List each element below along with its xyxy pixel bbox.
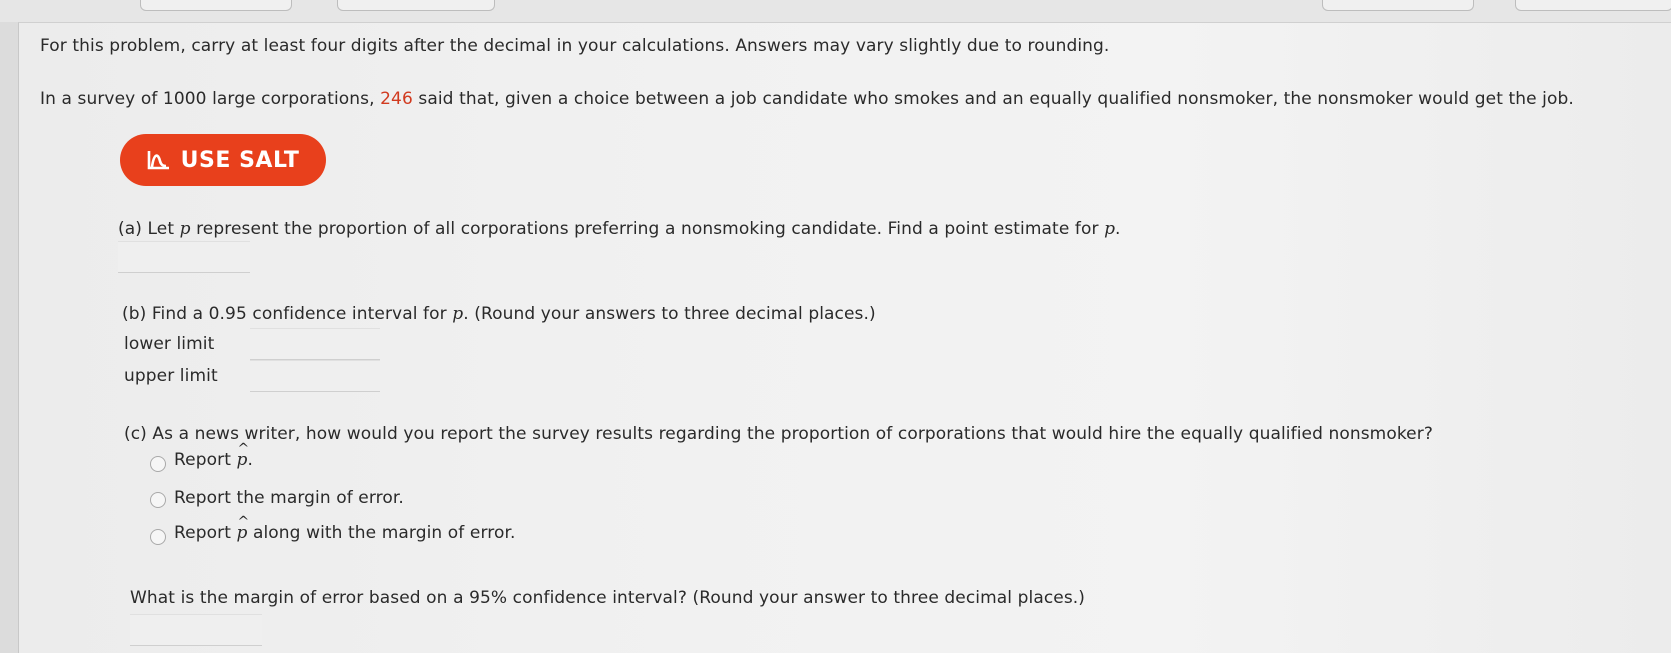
option-report-phat-label[interactable]: Report ^ p. [174, 450, 253, 470]
salt-chart-icon [147, 149, 171, 171]
part-a-question: (a) Let p represent the proportion of all corporations preferring a nonsmoking candidate. Find a point estimate for p. [118, 219, 1121, 239]
part-c-question: (c) As a news writer, how would you report the survey results regarding the proportion of corporations that would hire the equally qualified nonsmoker? [124, 424, 1433, 444]
top-tab[interactable] [1322, 0, 1474, 11]
upper-limit-label: upper limit [124, 366, 218, 386]
part-a-answer-input[interactable] [118, 241, 250, 273]
use-salt-button[interactable] [120, 134, 326, 186]
top-tab[interactable] [140, 0, 292, 11]
survey-number: 246 [380, 89, 413, 109]
upper-limit-input[interactable] [250, 360, 380, 392]
option-phat-and-margin-label[interactable]: Report ^ p along with the margin of error. [174, 523, 516, 543]
lower-limit-label: lower limit [124, 334, 215, 354]
instruction-text: For this problem, carry at least four digits after the decimal in your calculations. Answers may vary slightly due to rounding. [40, 36, 1110, 56]
use-salt-label: USE SALT [180, 147, 300, 173]
top-tab[interactable] [337, 0, 495, 11]
lower-limit-input[interactable] [250, 328, 380, 360]
margin-question: What is the margin of error based on a 95% confidence interval? (Round your answer to three decimal places.) [130, 588, 1086, 608]
option-phat-and-margin-radio[interactable] [150, 529, 166, 545]
part-b-question: (b) Find a 0.95 confidence interval for p. (Round your answers to three decimal places.) [122, 304, 876, 324]
margin-answer-input[interactable] [130, 614, 262, 646]
option-margin-of-error-radio[interactable] [150, 492, 166, 508]
survey-text: In a survey of 1000 large corporations, 246 said that, given a choice between a job candidate who smokes and an equally qualified nonsmoker, the nonsmoker would get the job. [40, 89, 1574, 109]
top-tab[interactable] [1515, 0, 1671, 11]
option-report-phat-radio[interactable] [150, 456, 166, 472]
option-margin-of-error-label[interactable]: Report the margin of error. [174, 488, 404, 508]
